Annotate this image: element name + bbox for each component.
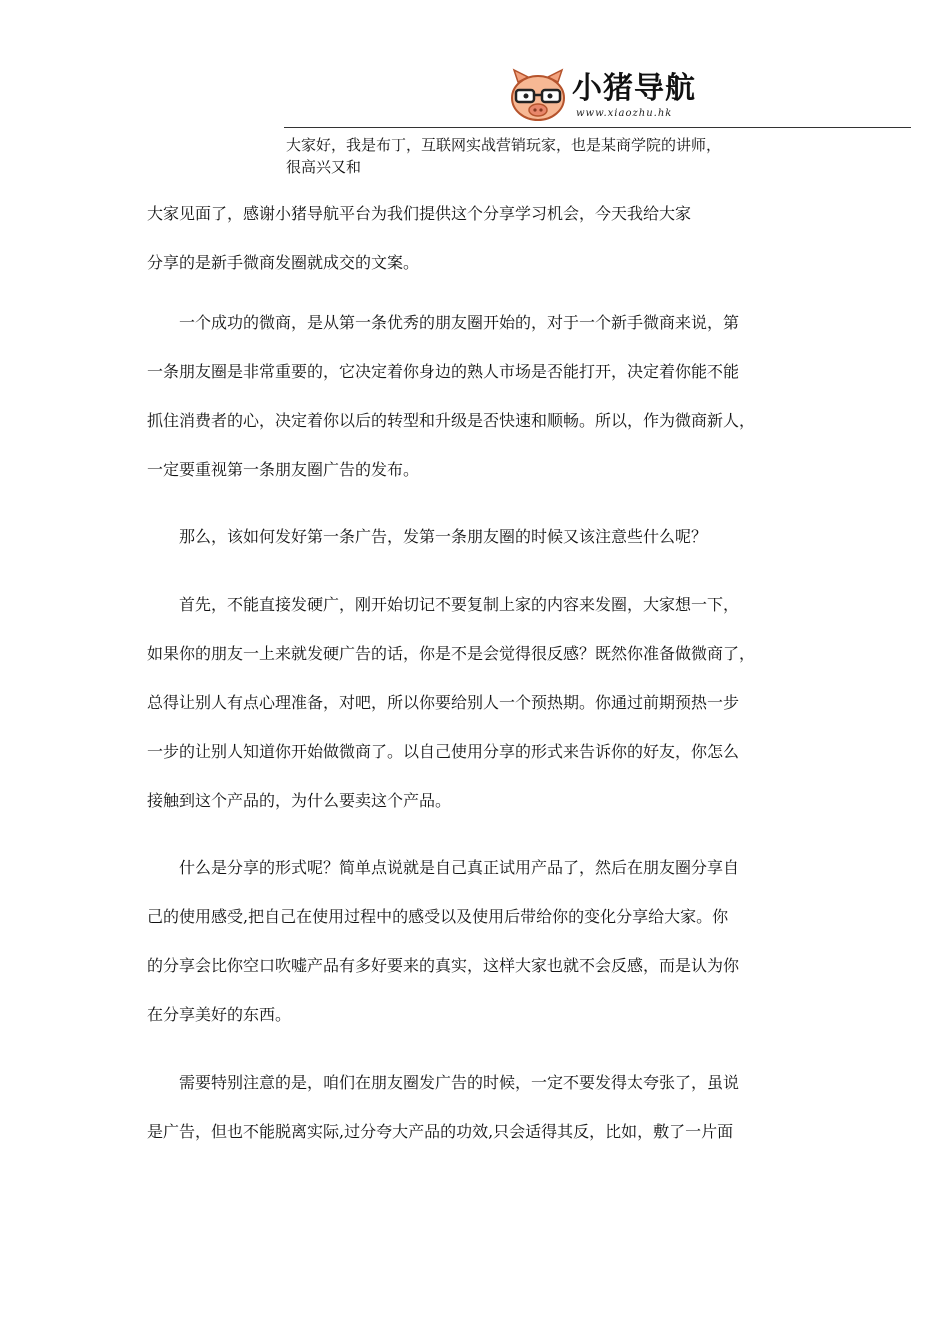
body-line: 什么是分享的形式呢？简单点说就是自己真正试用产品了，然后在朋友圈分享自 [147, 858, 740, 877]
header-divider [284, 127, 911, 128]
body-line: 一定要重视第一条朋友圈广告的发布。 [147, 460, 420, 479]
header-intro [286, 134, 826, 178]
pig-mascot-icon [508, 68, 568, 124]
header-line: 很高兴又和 [286, 158, 362, 176]
logo-title: 小猪导航 [572, 71, 696, 106]
logo-url: www.xiaozhu.hk [576, 108, 673, 119]
body-line: 那么，该如何发好第一条广告，发第一条朋友圈的时候又该注意些什么呢？ [147, 527, 708, 546]
body-line: 接触到这个产品的，为什么要卖这个产品。 [147, 791, 452, 810]
body-line: 一个成功的微商，是从第一条优秀的朋友圈开始的，对于一个新手微商来说，第 [147, 313, 740, 332]
body-line: 一条朋友圈是非常重要的，它决定着你身边的熟人市场是否能打开，决定着你能不能 [147, 362, 740, 381]
body-line: 在分享美好的东西。 [147, 1005, 292, 1024]
header-line: 大家好，我是布丁，互联网实战营销玩家，也是某商学院的讲师， [286, 136, 722, 154]
body-line: 抓住消费者的心，决定着你以后的转型和升级是否快速和顺畅。所以，作为微商新人， [147, 411, 756, 430]
body-line: 分享的是新手微商发圈就成交的文案。 [147, 253, 420, 272]
body-line: 首先，不能直接发硬广，刚开始切记不要复制上家的内容来发圈，大家想一下， [147, 595, 740, 614]
site-logo [508, 66, 698, 126]
body-line: 总得让别人有点心理准备，对吧，所以你要给别人一个预热期。你通过前期预热一步 [147, 693, 740, 712]
body-line: 的分享会比你空口吹嘘产品有多好要来的真实，这样大家也就不会反感，而是认为你 [147, 956, 740, 975]
body-line: 大家见面了，感谢小猪导航平台为我们提供这个分享学习机会，今天我给大家 [147, 204, 692, 223]
body-line: 己的使用感受,把自己在使用过程中的感受以及使用后带给你的变化分享给大家。你 [147, 907, 729, 926]
body-line: 一步的让别人知道你开始做微商了。以自己使用分享的形式来告诉你的好友，你怎么 [147, 742, 740, 761]
body-line: 需要特别注意的是，咱们在朋友圈发广告的时候，一定不要发得太夸张了，虽说 [147, 1073, 740, 1092]
body-line: 是广告，但也不能脱离实际,过分夸大产品的功效,只会适得其反，比如，敷了一片面 [147, 1122, 734, 1141]
body-line: 如果你的朋友一上来就发硬广告的话，你是不是会觉得很反感？既然你准备做微商了， [147, 644, 756, 663]
